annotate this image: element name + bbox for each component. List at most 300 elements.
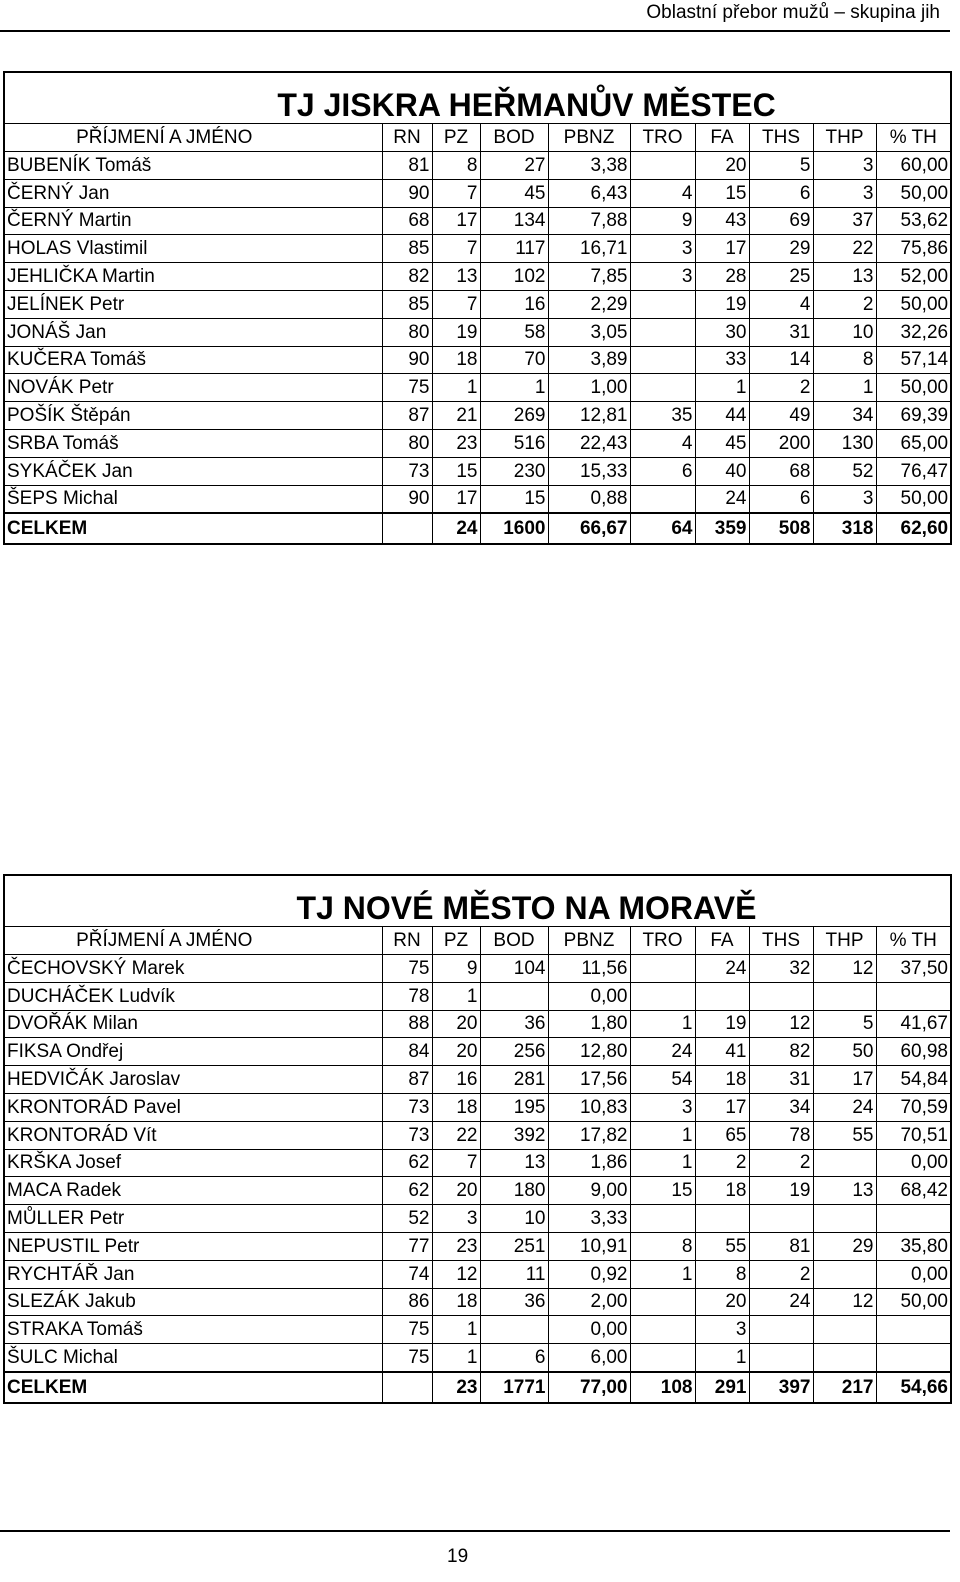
stat-cell: 516 [480,429,548,457]
stat-cell: 1 [432,982,480,1010]
player-row [4,235,951,263]
stat-cell: 18 [432,346,480,374]
stat-cell: 195 [480,1093,548,1121]
stat-cell: 80 [382,429,432,457]
stat-cell: 18 [695,1066,749,1094]
team-table-nové-město-na-moravě [3,874,952,1404]
stat-cell: 0,00 [876,1260,951,1288]
stat-cell: 85 [382,235,432,263]
player-name: NEPUSTIL Petr [4,1232,382,1260]
stat-cell: 12 [813,1288,876,1316]
stat-cell: 251 [480,1232,548,1260]
player-name: JEHLIČKA Martin [4,263,382,291]
stat-cell: 13 [480,1149,548,1177]
stat-cell: 20 [432,1177,480,1205]
stat-cell [813,1344,876,1372]
stat-cell: 15 [630,1177,695,1205]
stat-cell: 31 [749,1066,813,1094]
total-label: CELKEM [4,513,382,544]
stat-cell: 4 [630,429,695,457]
player-row [4,346,951,374]
stat-cell [630,1205,695,1233]
stat-cell: 17 [813,1066,876,1094]
stat-cell: 7 [432,1149,480,1177]
player-row [4,457,951,485]
stat-cell: 68,42 [876,1177,951,1205]
stat-cell: 75 [382,1344,432,1372]
column-header: % TH [876,124,951,152]
total-cell: 64 [630,513,695,544]
stat-cell: 60,00 [876,152,951,180]
stat-cell: 36 [480,1010,548,1038]
stat-cell: 9 [432,955,480,983]
stat-cell [695,982,749,1010]
stat-cell: 6 [749,485,813,513]
total-cell [382,513,432,544]
stat-cell [749,1344,813,1372]
player-row [4,1344,951,1372]
stat-cell: 29 [749,235,813,263]
stat-cell: 200 [749,429,813,457]
stat-cell: 22,43 [548,429,630,457]
stat-cell: 9 [630,207,695,235]
stat-cell: 50,00 [876,179,951,207]
total-cell: 108 [630,1372,695,1403]
player-row [4,1121,951,1149]
stat-cell: 50,00 [876,1288,951,1316]
stat-cell: 21 [432,402,480,430]
stat-cell: 230 [480,457,548,485]
stat-cell: 1 [432,1316,480,1344]
stat-cell: 2,00 [548,1288,630,1316]
stat-cell: 29 [813,1232,876,1260]
player-name: KRONTORÁD Vít [4,1121,382,1149]
stat-cell: 1 [813,374,876,402]
stat-cell: 10,91 [548,1232,630,1260]
stat-cell: 52 [813,457,876,485]
header-title: Oblastní přebor mužů – skupina jih [646,2,940,23]
total-cell: 66,67 [548,513,630,544]
stat-cell: 3,33 [548,1205,630,1233]
stat-cell: 24 [695,955,749,983]
player-name: KRONTORÁD Pavel [4,1093,382,1121]
stat-cell: 44 [695,402,749,430]
stat-cell: 82 [382,263,432,291]
stat-cell: 17,82 [548,1121,630,1149]
stat-cell: 2 [695,1149,749,1177]
stat-cell: 13 [432,263,480,291]
column-header: TRO [630,927,695,955]
stat-cell: 1,00 [548,374,630,402]
total-cell: 508 [749,513,813,544]
stat-cell: 68 [382,207,432,235]
total-cell: 62,60 [876,513,951,544]
column-header: TRO [630,124,695,152]
stat-cell: 58 [480,318,548,346]
stat-cell: 104 [480,955,548,983]
stat-cell: 78 [749,1121,813,1149]
player-row [4,290,951,318]
player-row [4,374,951,402]
stat-cell: 81 [382,152,432,180]
column-header-row [4,124,951,152]
team-name: TJ NOVÉ MĚSTO NA MORAVĚ [4,875,951,927]
column-header: THP [813,124,876,152]
stat-cell [630,982,695,1010]
stat-cell: 15 [480,485,548,513]
stat-cell: 81 [749,1232,813,1260]
stat-cell: 23 [432,429,480,457]
player-name: POŠÍK Štěpán [4,402,382,430]
stat-cell: 0,00 [548,1316,630,1344]
stat-cell: 117 [480,235,548,263]
stat-cell: 40 [695,457,749,485]
stat-cell: 2 [749,1260,813,1288]
column-header: BOD [480,927,548,955]
stat-cell: 74 [382,1260,432,1288]
stat-cell: 22 [813,235,876,263]
stat-cell: 10 [480,1205,548,1233]
stat-cell: 55 [813,1121,876,1149]
stat-cell: 35 [630,402,695,430]
stat-cell: 1 [630,1010,695,1038]
stat-cell: 1,80 [548,1010,630,1038]
stat-cell: 256 [480,1038,548,1066]
stat-cell: 84 [382,1038,432,1066]
stat-cell: 86 [382,1288,432,1316]
stat-cell: 17 [695,1093,749,1121]
stat-cell: 2 [749,374,813,402]
stat-cell [630,346,695,374]
stat-cell: 24 [695,485,749,513]
column-header: THS [749,124,813,152]
stat-cell: 16,71 [548,235,630,263]
stat-cell [749,982,813,1010]
stat-cell: 2 [813,290,876,318]
stat-cell: 70 [480,346,548,374]
player-name: STRAKA Tomáš [4,1316,382,1344]
stat-cell [813,982,876,1010]
stat-cell: 1 [432,374,480,402]
stat-cell: 6,43 [548,179,630,207]
stat-cell: 180 [480,1177,548,1205]
stat-cell: 6 [630,457,695,485]
player-row [4,1177,951,1205]
stat-cell: 36 [480,1288,548,1316]
stat-cell [813,1316,876,1344]
stat-cell: 25 [749,263,813,291]
stat-cell: 75 [382,955,432,983]
page-header [0,0,950,32]
stat-cell: 24 [630,1038,695,1066]
stat-cell: 3,05 [548,318,630,346]
stat-cell: 3 [813,179,876,207]
stat-cell [813,1260,876,1288]
stat-cell: 41,67 [876,1010,951,1038]
stat-cell: 0,00 [876,1149,951,1177]
stat-cell: 57,14 [876,346,951,374]
player-name: MŮLLER Petr [4,1205,382,1233]
stat-cell: 90 [382,346,432,374]
stat-cell: 18 [695,1177,749,1205]
stat-cell: 4 [630,179,695,207]
stat-cell: 77 [382,1232,432,1260]
player-name: HEDVIČÁK Jaroslav [4,1066,382,1094]
stat-cell: 24 [813,1093,876,1121]
stat-cell: 10 [813,318,876,346]
player-name: SRBA Tomáš [4,429,382,457]
player-row [4,955,951,983]
stat-cell: 53,62 [876,207,951,235]
column-header: RN [382,927,432,955]
stat-cell: 34 [749,1093,813,1121]
stat-cell: 3 [813,152,876,180]
stat-cell: 12 [432,1260,480,1288]
stat-cell: 10,83 [548,1093,630,1121]
player-name: RYCHTÁŘ Jan [4,1260,382,1288]
stat-cell [630,290,695,318]
stat-cell: 4 [749,290,813,318]
stat-cell [630,1288,695,1316]
stat-cell [630,955,695,983]
stat-cell: 7,85 [548,263,630,291]
stat-cell [749,1316,813,1344]
stat-cell: 60,98 [876,1038,951,1066]
stat-cell: 17 [695,235,749,263]
player-row [4,485,951,513]
stat-cell: 1 [480,374,548,402]
stat-cell: 75,86 [876,235,951,263]
stat-cell: 69,39 [876,402,951,430]
player-row [4,429,951,457]
stat-cell: 281 [480,1066,548,1094]
stat-cell: 134 [480,207,548,235]
stat-cell: 3 [695,1316,749,1344]
total-cell: 217 [813,1372,876,1403]
player-name: SYKÁČEK Jan [4,457,382,485]
team-title-row [4,72,951,124]
stat-cell: 1 [630,1149,695,1177]
total-cell: 1771 [480,1372,548,1403]
stat-cell: 45 [480,179,548,207]
stat-cell: 73 [382,1121,432,1149]
stat-cell: 20 [432,1038,480,1066]
stat-cell: 18 [432,1093,480,1121]
column-header: PŘÍJMENÍ A JMÉNO [4,124,382,152]
player-row [4,1038,951,1066]
total-cell: 23 [432,1372,480,1403]
stat-cell: 269 [480,402,548,430]
stat-cell: 85 [382,290,432,318]
stat-cell: 12,80 [548,1038,630,1066]
stat-cell: 80 [382,318,432,346]
stat-cell: 43 [695,207,749,235]
total-cell: 359 [695,513,749,544]
stat-cell: 35,80 [876,1232,951,1260]
column-header: PZ [432,124,480,152]
stat-cell: 41 [695,1038,749,1066]
stat-cell [630,374,695,402]
total-cell: 54,66 [876,1372,951,1403]
total-cell: 24 [432,513,480,544]
column-header: THP [813,927,876,955]
player-row [4,1316,951,1344]
column-header: PBNZ [548,927,630,955]
player-name: FIKSA Ondřej [4,1038,382,1066]
column-header: PŘÍJMENÍ A JMÉNO [4,927,382,955]
player-name: MACA Radek [4,1177,382,1205]
team-name: TJ JISKRA HEŘMANŮV MĚSTEC [4,72,951,124]
column-header: THS [749,927,813,955]
stat-cell: 32,26 [876,318,951,346]
stat-cell: 52,00 [876,263,951,291]
stat-cell: 5 [813,1010,876,1038]
stat-cell: 7 [432,179,480,207]
player-name: ČERNÝ Jan [4,179,382,207]
stat-cell: 87 [382,402,432,430]
player-name: ŠULC Michal [4,1344,382,1372]
stat-cell: 1 [630,1260,695,1288]
stat-cell: 3,38 [548,152,630,180]
player-name: JONÁŠ Jan [4,318,382,346]
player-row [4,1232,951,1260]
stat-cell: 16 [480,290,548,318]
stat-cell: 11 [480,1260,548,1288]
column-header-row [4,927,951,955]
stat-cell: 1 [432,1344,480,1372]
total-cell: 397 [749,1372,813,1403]
total-cell: 291 [695,1372,749,1403]
player-row [4,1093,951,1121]
stat-cell: 20 [695,1288,749,1316]
total-row [4,1372,951,1403]
stat-cell: 130 [813,429,876,457]
stat-cell: 6 [749,179,813,207]
player-row [4,1205,951,1233]
stat-cell: 33 [695,346,749,374]
player-name: BUBENÍK Tomáš [4,152,382,180]
stat-cell [813,1149,876,1177]
stat-cell: 392 [480,1121,548,1149]
stat-cell [876,1316,951,1344]
player-name: NOVÁK Petr [4,374,382,402]
total-cell: 77,00 [548,1372,630,1403]
stat-cell: 45 [695,429,749,457]
stat-cell: 37,50 [876,955,951,983]
stat-cell: 54 [630,1066,695,1094]
stat-cell: 30 [695,318,749,346]
stat-cell: 88 [382,1010,432,1038]
stat-cell: 34 [813,402,876,430]
stat-cell: 75 [382,1316,432,1344]
column-header: FA [695,927,749,955]
player-row [4,152,951,180]
column-header: BOD [480,124,548,152]
stat-cell: 1,86 [548,1149,630,1177]
stat-cell: 49 [749,402,813,430]
stat-cell: 1 [630,1121,695,1149]
stat-cell: 7 [432,290,480,318]
stat-cell: 22 [432,1121,480,1149]
stat-cell: 50,00 [876,290,951,318]
player-name: ČECHOVSKÝ Marek [4,955,382,983]
stat-cell [630,1316,695,1344]
stat-cell: 11,56 [548,955,630,983]
team-title-row [4,875,951,927]
player-name: KRŠKA Josef [4,1149,382,1177]
stat-cell: 15 [695,179,749,207]
player-name: DVOŘÁK Milan [4,1010,382,1038]
stat-cell: 3 [630,263,695,291]
stat-cell: 16 [432,1066,480,1094]
player-name: ŠEPS Michal [4,485,382,513]
stat-cell: 62 [382,1149,432,1177]
stat-cell: 8 [813,346,876,374]
column-header: FA [695,124,749,152]
stat-cell: 19 [695,290,749,318]
stat-cell: 5 [749,152,813,180]
page-number: 19 [447,1546,469,1567]
stat-cell: 1 [695,1344,749,1372]
column-header: PBNZ [548,124,630,152]
stat-cell: 50,00 [876,374,951,402]
stat-cell: 17 [432,485,480,513]
stat-cell: 75 [382,374,432,402]
stat-cell: 31 [749,318,813,346]
total-row [4,513,951,544]
stat-cell: 2,29 [548,290,630,318]
stat-cell: 82 [749,1038,813,1066]
stat-cell: 50 [813,1038,876,1066]
stat-cell [695,1205,749,1233]
stat-cell: 65 [695,1121,749,1149]
stat-cell [630,152,695,180]
stat-cell: 3,89 [548,346,630,374]
player-row [4,1149,951,1177]
player-row [4,318,951,346]
stat-cell: 90 [382,485,432,513]
stat-cell: 3 [813,485,876,513]
stat-cell: 6 [480,1344,548,1372]
stat-cell: 2 [749,1149,813,1177]
stat-cell: 12 [749,1010,813,1038]
stat-cell: 6,00 [548,1344,630,1372]
stat-cell: 12 [813,955,876,983]
column-header: RN [382,124,432,152]
player-name: JELÍNEK Petr [4,290,382,318]
player-row [4,1260,951,1288]
player-row [4,1066,951,1094]
stat-cell: 0,00 [548,982,630,1010]
player-row [4,982,951,1010]
stat-cell: 65,00 [876,429,951,457]
stat-cell: 13 [813,1177,876,1205]
stat-cell: 102 [480,263,548,291]
stat-cell: 27 [480,152,548,180]
player-row [4,402,951,430]
stat-cell: 3 [432,1205,480,1233]
stat-cell [630,485,695,513]
stat-cell: 23 [432,1232,480,1260]
stat-cell: 70,51 [876,1121,951,1149]
stat-cell [876,1344,951,1372]
stat-cell: 20 [695,152,749,180]
stat-cell: 0,88 [548,485,630,513]
player-row [4,207,951,235]
stat-cell: 8 [695,1260,749,1288]
stat-cell: 17 [432,207,480,235]
stat-cell: 90 [382,179,432,207]
